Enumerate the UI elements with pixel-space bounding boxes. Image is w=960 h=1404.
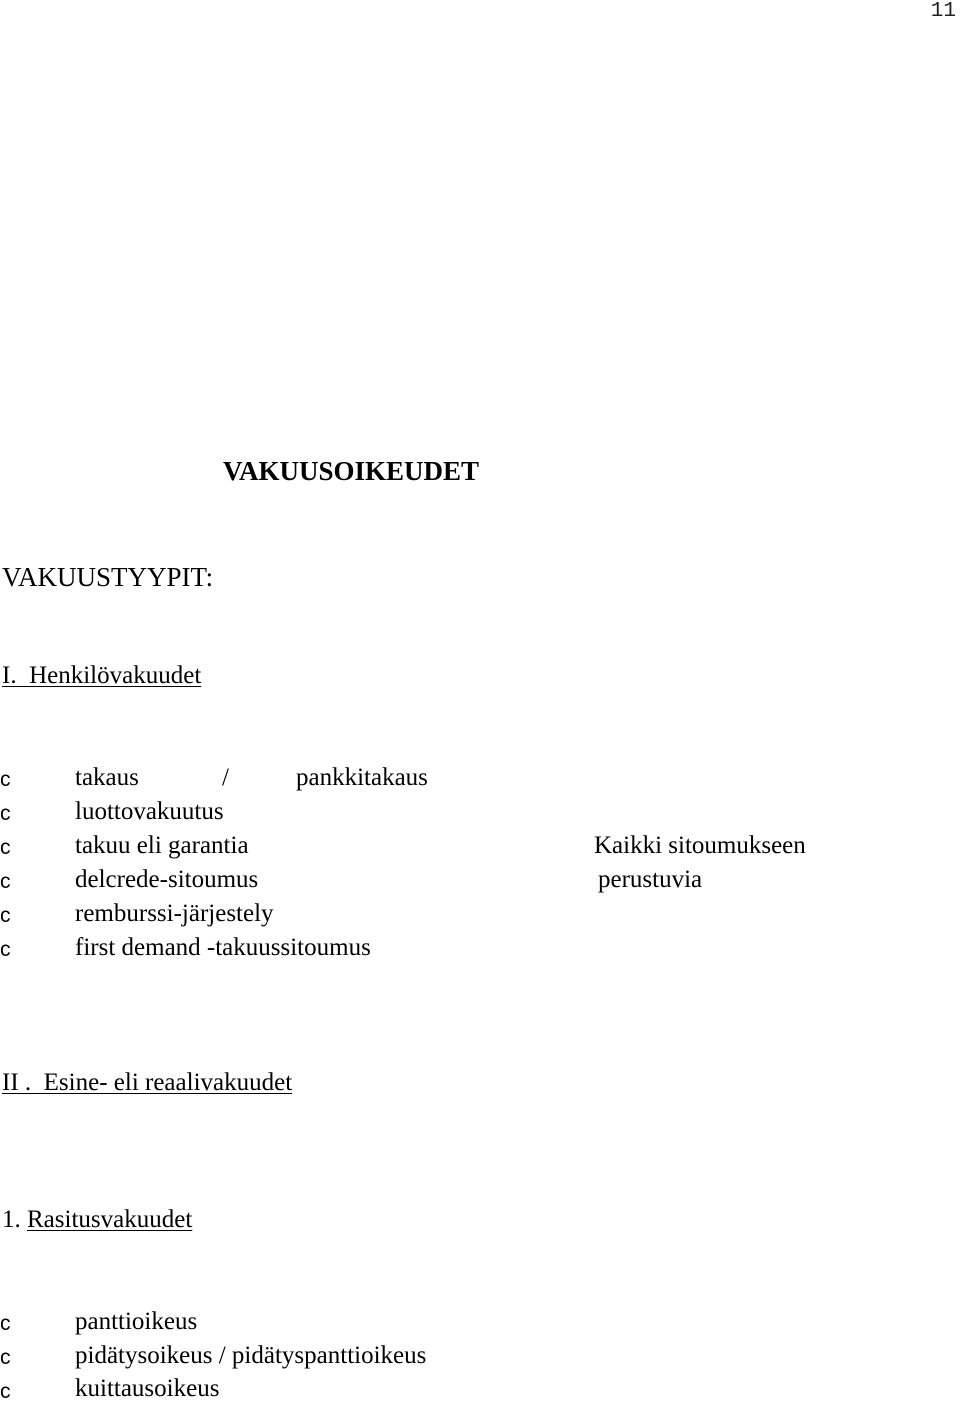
list-item: pidätysoikeus / pidätyspanttioikeus xyxy=(75,1342,427,1369)
item-pankkitakaus: pankkitakaus xyxy=(296,764,428,791)
page-number: 11 xyxy=(930,0,956,23)
part1-heading xyxy=(2,662,201,690)
part2-title: Esine- eli reaalivakuudet xyxy=(43,1069,293,1096)
bullet-icon: c xyxy=(0,836,11,859)
subsection1-title: Rasitusvakuudet xyxy=(27,1206,193,1233)
list-item: kuittausoikeus xyxy=(75,1375,220,1402)
item-takaus: takaus xyxy=(75,764,139,791)
document-title: VAKUUSOIKEUDET xyxy=(223,456,480,486)
bullet-icon: c xyxy=(0,1312,11,1335)
bullet-icon: c xyxy=(0,938,11,961)
bullet-icon: c xyxy=(0,802,11,825)
list-item: first demand -takuussitoumus xyxy=(75,934,371,961)
list-item: luottovakuutus xyxy=(75,798,224,825)
part2-number: II . xyxy=(2,1069,32,1096)
part2-heading xyxy=(2,1069,292,1097)
list-item: panttioikeus xyxy=(75,1308,198,1335)
bullet-icon: c xyxy=(0,904,11,927)
bullet-icon: c xyxy=(0,870,11,893)
list-item: remburssi-järjestely xyxy=(75,900,274,927)
list-item: takuu eli garantia xyxy=(75,832,249,859)
subsection1-heading xyxy=(2,1206,192,1234)
part1-number: I. xyxy=(2,662,17,689)
part1-title: Henkilövakuudet xyxy=(29,662,202,689)
list-item xyxy=(75,764,139,792)
bullet-icon: c xyxy=(0,1346,11,1369)
subsection1-number: 1. xyxy=(2,1206,21,1233)
bullet-icon: c xyxy=(0,1380,11,1403)
bullet-icon: c xyxy=(0,768,11,791)
side-note-line2: perustuvia xyxy=(598,866,703,893)
section-heading: VAKUUSTYYPIT: xyxy=(2,562,214,592)
list-item: delcrede-sitoumus xyxy=(75,866,259,893)
item-slash: / xyxy=(222,764,229,791)
side-note-line1: Kaikki sitoumukseen xyxy=(594,832,806,859)
